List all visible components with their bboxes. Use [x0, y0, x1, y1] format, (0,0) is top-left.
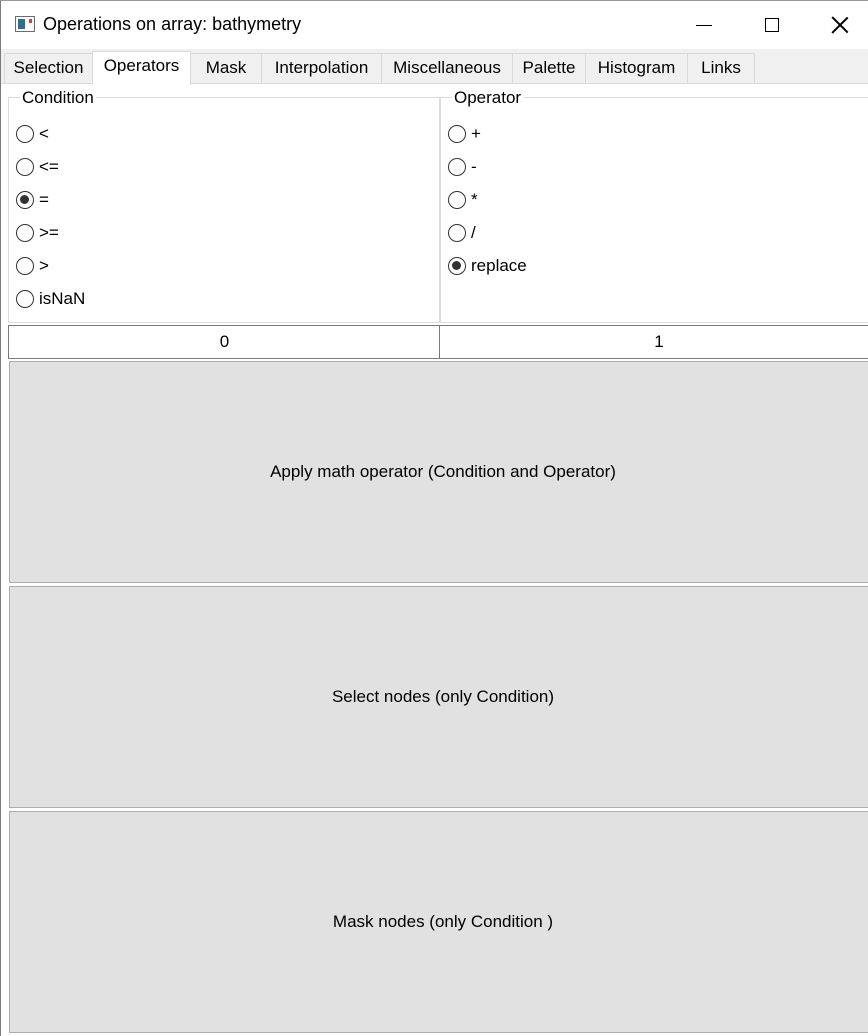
tab-mask[interactable]: Mask — [190, 53, 262, 83]
radio-button[interactable] — [16, 158, 34, 176]
operator-option-multiply[interactable] — [448, 188, 478, 212]
radio-label: - — [471, 157, 477, 176]
tab-interpolation[interactable]: Interpolation — [261, 53, 382, 83]
condition-option-gt[interactable] — [16, 254, 49, 278]
radio-label: + — [471, 124, 481, 143]
app-icon — [15, 16, 35, 32]
radio-label: / — [471, 223, 476, 242]
operator-option-replace[interactable] — [448, 254, 527, 278]
radio-label: > — [39, 256, 49, 275]
tab-miscellaneous[interactable]: Miscellaneous — [381, 53, 513, 83]
radio-button[interactable] — [448, 125, 466, 143]
operators-pane — [1, 83, 868, 1036]
condition-value-input[interactable] — [8, 325, 441, 359]
operator-option-plus[interactable] — [448, 122, 481, 146]
radio-label: isNaN — [39, 289, 86, 308]
radio-button-checked[interactable] — [16, 191, 34, 209]
condition-option-le[interactable] — [16, 155, 59, 179]
operator-value-input[interactable] — [439, 325, 868, 359]
select-nodes-button[interactable]: Select nodes (only Condition) — [9, 586, 868, 808]
radio-button-checked[interactable] — [448, 257, 466, 275]
maximize-button[interactable] — [738, 1, 806, 49]
radio-button[interactable] — [16, 257, 34, 275]
tab-palette[interactable]: Palette — [512, 53, 586, 83]
radio-button[interactable] — [448, 224, 466, 242]
radio-button[interactable] — [16, 224, 34, 242]
apply-math-operator-button[interactable]: Apply math operator (Condition and Operator) — [9, 361, 868, 583]
radio-label: <= — [39, 157, 59, 176]
tab-selection[interactable]: Selection — [4, 53, 93, 83]
title-bar[interactable] — [1, 1, 868, 49]
radio-label: replace — [471, 256, 527, 275]
operator-group-title: Operator — [454, 88, 522, 107]
radio-button[interactable] — [16, 125, 34, 143]
radio-label: * — [471, 190, 478, 209]
tab-operators[interactable]: Operators — [92, 51, 191, 85]
condition-option-lt[interactable] — [16, 122, 49, 146]
operator-option-minus[interactable] — [448, 155, 477, 179]
radio-label: = — [39, 190, 49, 209]
mask-nodes-button[interactable]: Mask nodes (only Condition ) — [9, 811, 868, 1033]
operator-group — [440, 88, 868, 323]
radio-button[interactable] — [16, 290, 34, 308]
condition-option-eq[interactable] — [16, 188, 49, 212]
minimize-button[interactable] — [670, 1, 738, 49]
condition-option-ge[interactable] — [16, 221, 59, 245]
operator-option-divide[interactable] — [448, 221, 476, 245]
close-button[interactable] — [806, 1, 868, 49]
tab-histogram[interactable]: Histogram — [585, 53, 688, 83]
condition-group-title: Condition — [22, 88, 94, 107]
tab-bar — [1, 51, 868, 84]
condition-group — [8, 88, 440, 323]
radio-button[interactable] — [448, 158, 466, 176]
radio-label: < — [39, 124, 49, 143]
condition-option-isnan[interactable] — [16, 287, 85, 311]
maximize-icon — [765, 18, 779, 32]
tab-links[interactable]: Links — [687, 53, 755, 83]
radio-button[interactable] — [448, 191, 466, 209]
radio-label: >= — [39, 223, 59, 242]
window-title: Operations on array: bathymetry — [43, 14, 302, 34]
minimize-icon — [696, 25, 712, 26]
close-icon — [831, 16, 849, 34]
